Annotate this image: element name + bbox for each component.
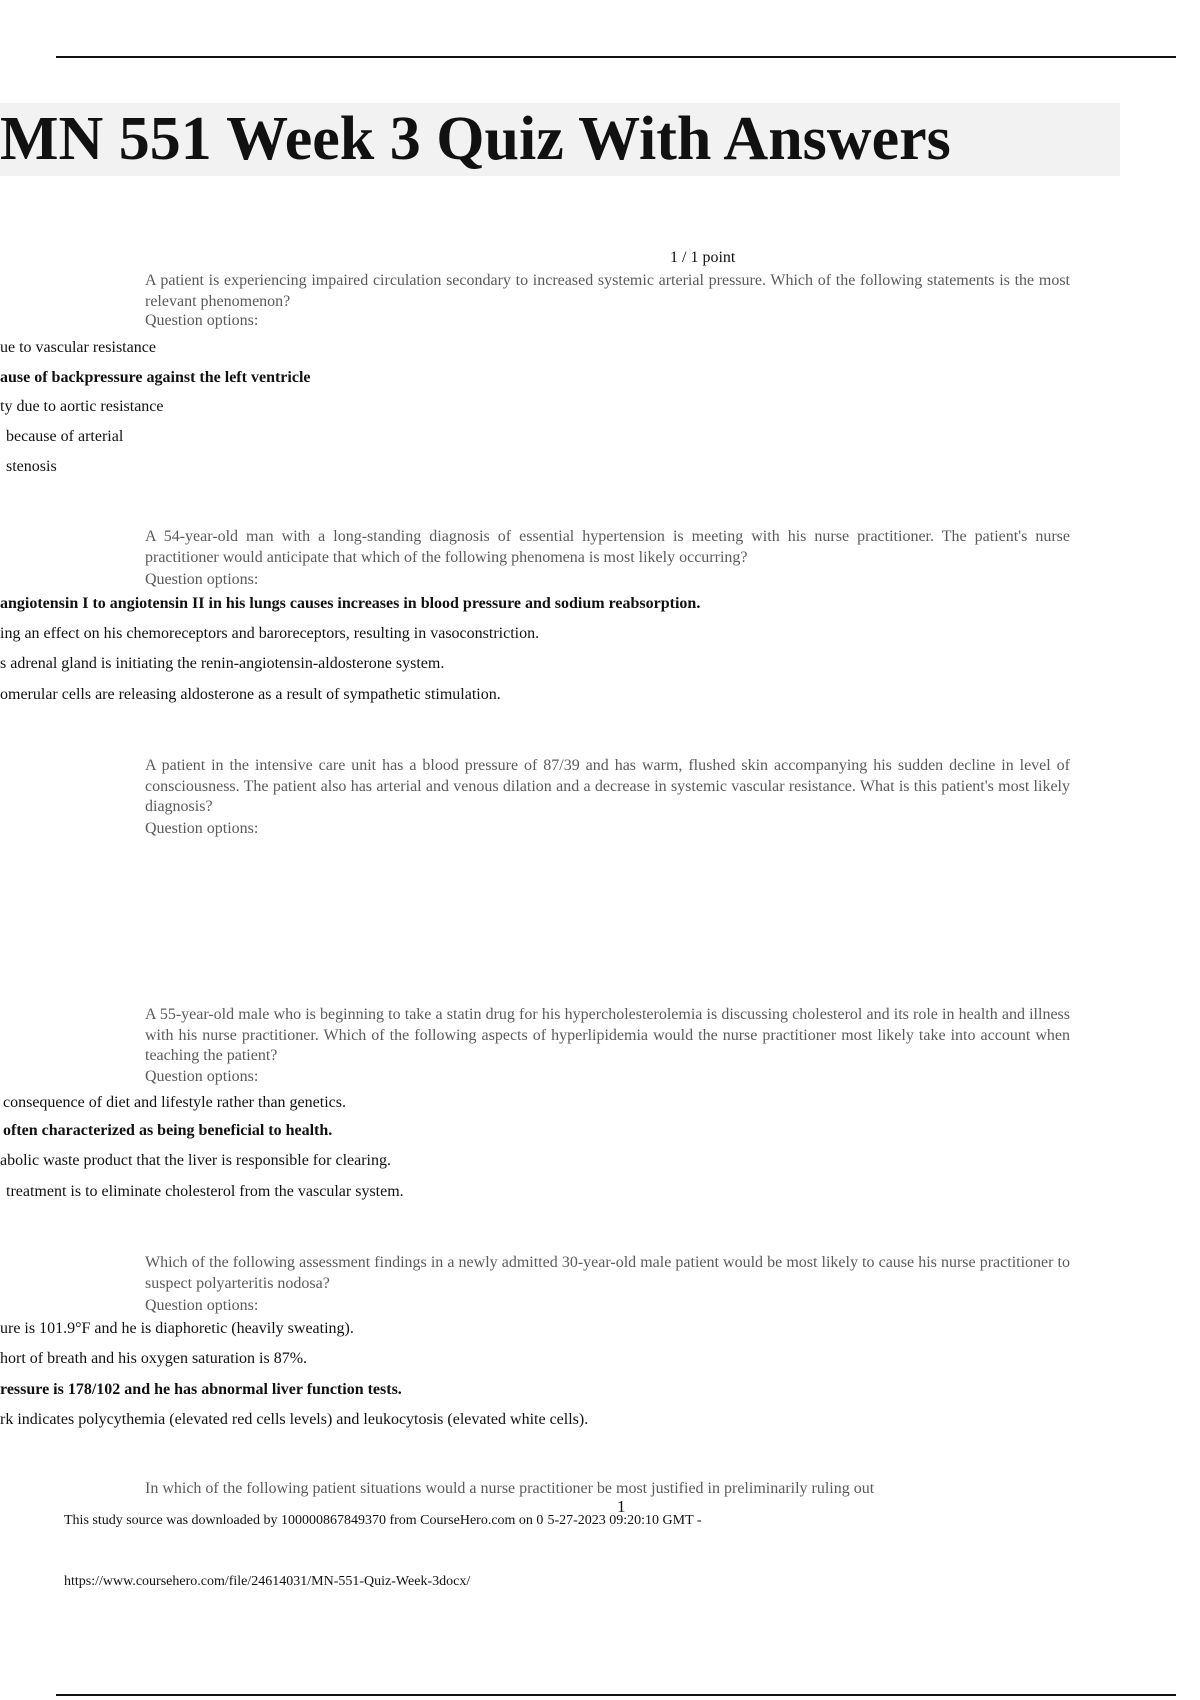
question-3-options-label: Question options:	[145, 820, 259, 837]
question-1-options-label: Question options:	[145, 312, 259, 329]
page-number: 1	[617, 1497, 626, 1516]
question-2-option-3: s adrenal gland is initiating the renin-angiotensin-aldosterone system.	[0, 655, 445, 672]
question-3-text: A patient in the intensive care unit has a blood pressure of 87/39 and has warm, flushed skin accompanying his sudden decline in level of consciousness. The patient also has arterial and venous dilation and a decrease in systemic vascular resistance. What is this patient's most likely diagnosis?	[145, 757, 1070, 815]
score-label: 1 / 1 point	[670, 249, 736, 266]
question-2-option-4: omerular cells are releasing aldosterone as a result of sympathetic stimulation.	[0, 686, 501, 703]
download-notice-prefix: This study source was downloaded by 100000867849370 from CourseHero.com on 0	[64, 1513, 544, 1528]
question-5-text: Which of the following assessment findings in a newly admitted 30-year-old male patient would be most likely to cause his nurse practitioner to suspect polyarteritis nodosa?	[145, 1254, 1070, 1292]
question-2-text: A 54-year-old man with a long-standing diagnosis of essential hypertension is meeting with his nurse practitioner. The patient's nurse practitioner would anticipate that which of the following phenomena is most likely occurring?	[145, 528, 1070, 566]
bottom-rule	[56, 1694, 1176, 1696]
question-4-option-2: often characterized as being beneficial to health.	[3, 1122, 333, 1139]
download-notice	[64, 1513, 702, 1529]
question-6-text: In which of the following patient situations would a nurse practitioner be most justified in preliminarily ruling out	[145, 1480, 875, 1497]
source-url[interactable]: https://www.coursehero.com/file/24614031/MN-551-Quiz-Week-3docx/	[64, 1574, 471, 1589]
question-1-option-3: ty due to aortic resistance	[0, 398, 164, 415]
question-2-options-label: Question options:	[145, 571, 259, 588]
question-5-option-4: rk indicates polycythemia (elevated red cells levels) and leukocytosis (elevated white cells).	[0, 1411, 589, 1428]
question-4-text: A 55-year-old male who is beginning to take a statin drug for his hypercholesterolemia is discussing cholesterol and its role in health and illness with his nurse practitioner. Which of the following aspects of hyperlipidemia would the nurse practitioner most likely take into account when teaching the patient?	[145, 1006, 1070, 1064]
question-1-option-4: because of arterial	[6, 428, 124, 445]
question-4-option-1: consequence of diet and lifestyle rather than genetics.	[3, 1094, 346, 1111]
download-notice-suffix: 5-27-2023 09:20:10 GMT -	[547, 1513, 702, 1528]
question-5-options-label: Question options:	[145, 1297, 259, 1314]
top-rule	[56, 56, 1176, 58]
document-title: MN 551 Week 3 Quiz With Answers	[0, 105, 951, 173]
question-1-option-2: ause of backpressure against the left ventricle	[0, 369, 311, 386]
question-4-options-label: Question options:	[145, 1068, 259, 1085]
question-2-option-1: angiotensin I to angiotensin II in his lungs causes increases in blood pressure and sodium reabsorption.	[0, 595, 701, 612]
question-4-option-3: abolic waste product that the liver is responsible for clearing.	[0, 1152, 391, 1169]
question-2-option-2: ing an effect on his chemoreceptors and baroreceptors, resulting in vasoconstriction.	[0, 625, 540, 642]
question-4-option-4: treatment is to eliminate cholesterol from the vascular system.	[6, 1183, 404, 1200]
question-1-option-1: ue to vascular resistance	[0, 339, 156, 356]
question-5-option-2: hort of breath and his oxygen saturation is 87%.	[0, 1350, 308, 1367]
question-1-option-5: stenosis	[6, 458, 57, 475]
question-5-option-1: ure is 101.9°F and he is diaphoretic (heavily sweating).	[0, 1320, 354, 1337]
question-1-text: A patient is experiencing impaired circulation secondary to increased systemic arterial pressure. Which of the following statements is the most relevant phenomenon?	[145, 272, 1070, 310]
question-5-option-3: ressure is 178/102 and he has abnormal liver function tests.	[0, 1381, 402, 1398]
